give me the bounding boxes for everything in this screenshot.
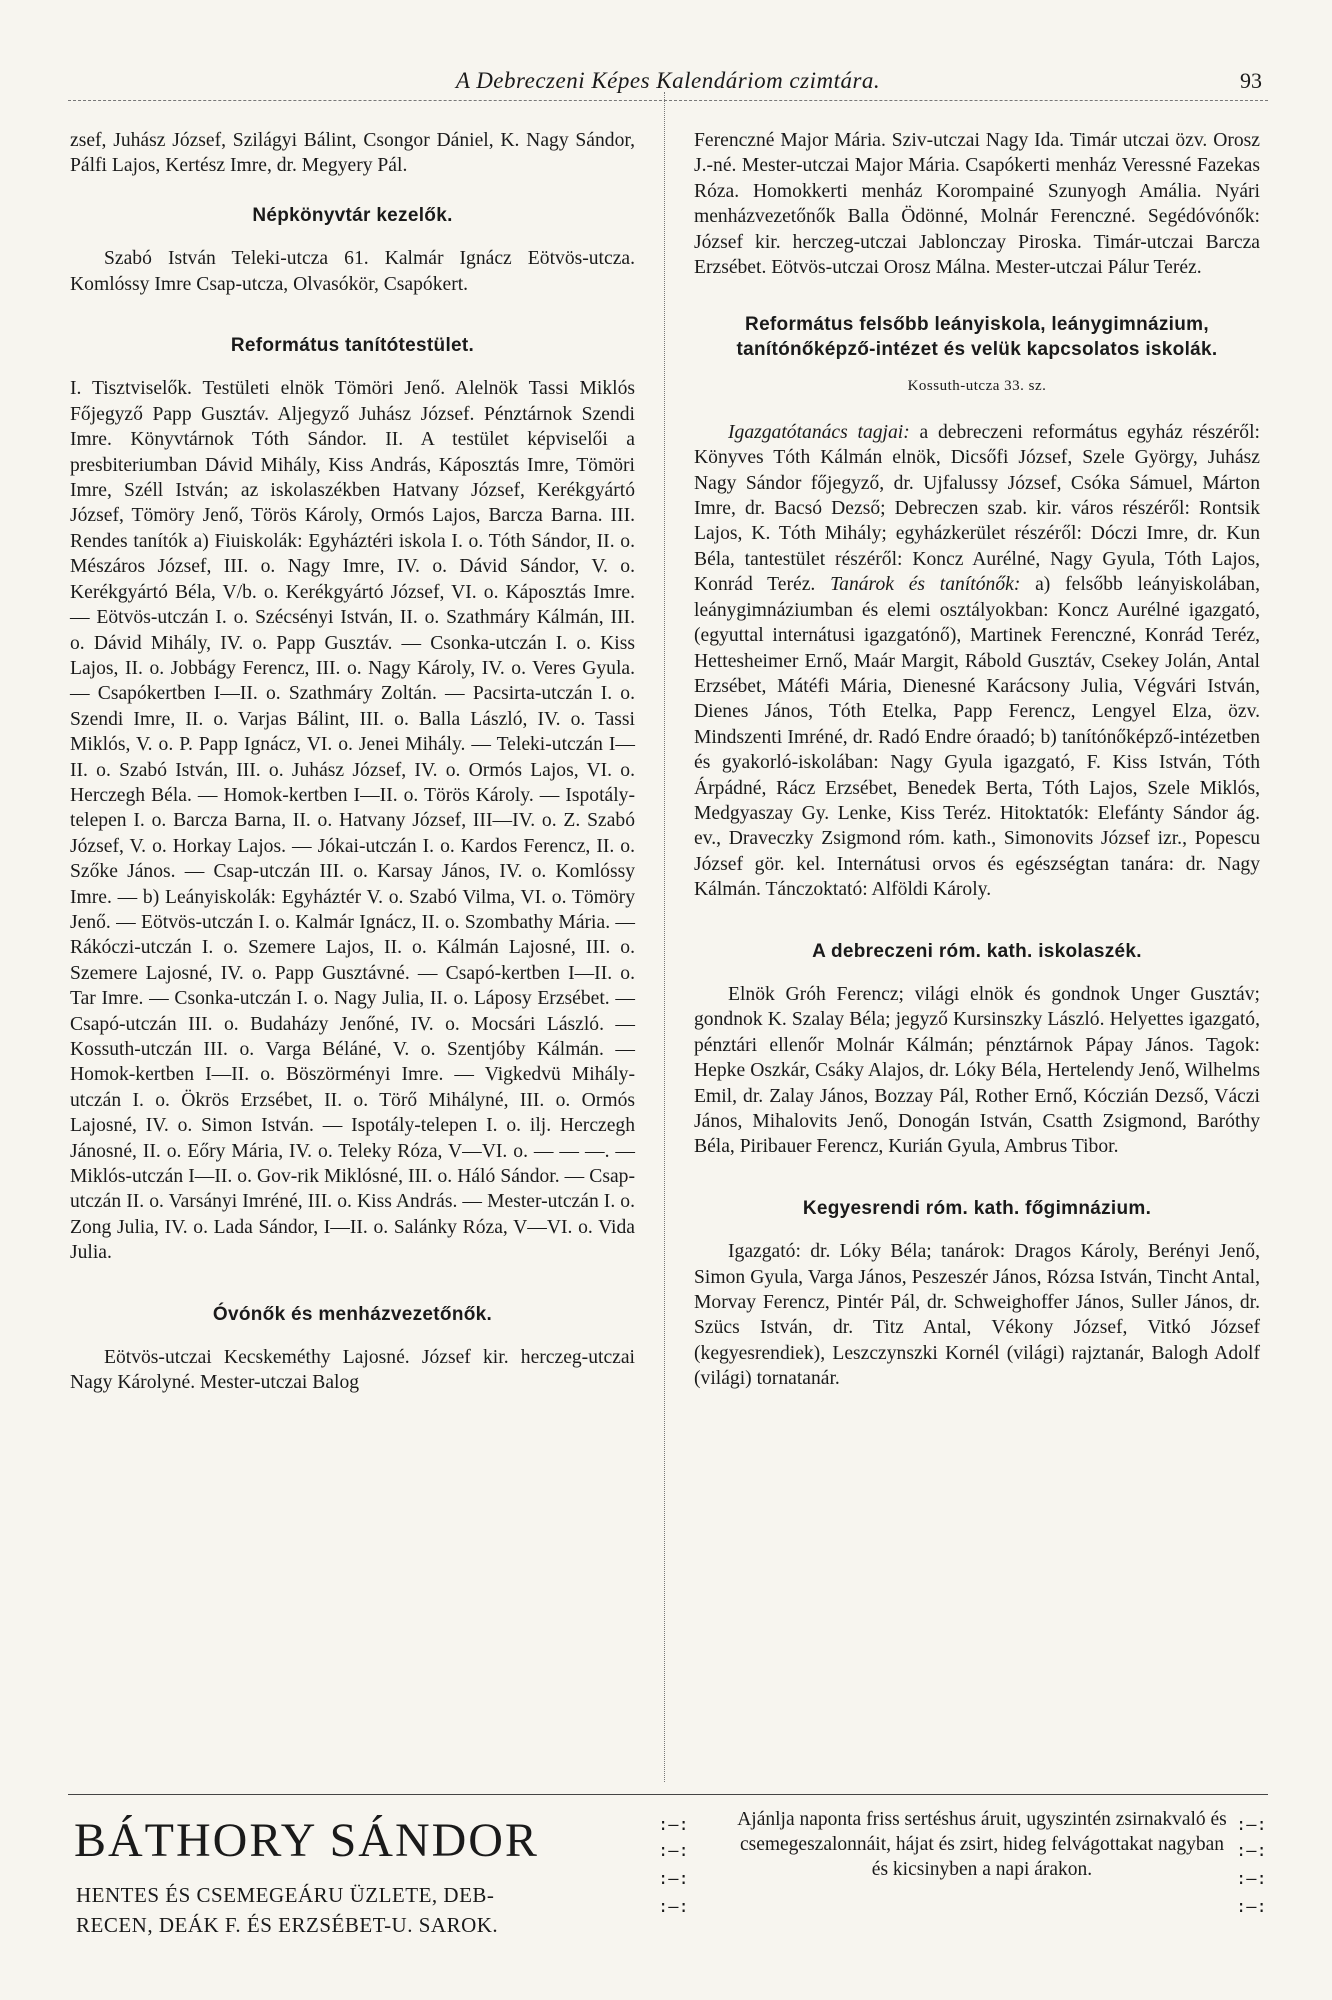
felsobb-heading: [694, 312, 1260, 362]
ad-ornament: :—:: [658, 1869, 689, 1889]
ad-ornament: :—:: [1236, 1869, 1267, 1889]
reformatus-text: I. Tisztviselők. Testületi elnök Tömöri Jenő. Alelnök Tassi Miklós Főjegyző Papp Gusztáv. Aljegyző Juhász József. Pénztárnok Szendi Imre. Könyvtárnok Tóth Sándor. II. A testület képviselői a presbiteriumban Dávid Mihály, Kiss András, Káposztás Imre, Tömöri Imre, Széll István; az iskolaszékben Hatvany József, Kerékgyártó József, Tömöry Jenő, Törös Károly, Ormós Lajos, Barcza Barna. III. Rendes tanítók a) Fiuiskolák: Egyháztéri iskola I. o. Tóth Sándor, II. o. Mészáros József, III. o. Nagy Imre, IV. o. Dávid Sándor, V. o. Kerékgyártó Béla, V/b. o. Kerékgyártó József, VI. o. Káposztás Imre. — Eötvös-utczán I. o. Szécsényi István, II. o. Szathmáry Kálmán, III. o. Dávid Mihály, IV. o. Papp Gusztáv. — Csonka-utczán I. o. Kiss Lajos, II. o. Jobbágy Ferencz, III. o. Nagy Károly, IV. o. Veres Gyula. — Csapókertben I—II. o. Szathmáry Zoltán. — Pacsirta-utczán I. o. Szendi Imre, II. o. Varjas Bálint, III. o. Balla László, IV. o. Tassi Miklós, V. o. P. Papp Ignácz, VI. o. Jenei Mihály. — Teleki-utczán I—II. o. Szabó István, III. o. Juhász József, IV. o. Ormós Lajos, VI. o. Herczegh Béla. — Homok-kertben I—II. o. Törös Károly. — Ispotály-telepen I. o. Barcza Barna, II. o. Hatvany József, III—IV. o. Z. Szabó József, V. o. Horkay Lajos. — Jókai-utczán I. o. Kardos Ferencz, II. o. Szőke János. — Csap-utczán III. o. Karsay János, IV. o. Komlóssy Imre. — b) Leányiskolák: Egyháztér V. o. Szabó Vilma, VI. o. Tömöry Jenő. — Eötvös-utczán I. o. Kalmár Ignácz, II. o. Szombathy Mária. — Rákóczi-utczán I. o. Szemere Lajos, II. o. Kálmán Lajosné, III. o. Szemere Lajosné, IV. o. Papp Gusztávné. — Csapó-kertben I—II. o. Tar Imre. — Csonka-utczán I. o. Nagy Julia, II. o. Láposy Erzsébet. — Csapó-utczán III. o. Budaházy Jenőné, IV. o. Mocsári László. — Kossuth-utczán III. o. Varga Béláné, V. o. Szentjóby Kálmán. — Homok-kertben I—II. o. Böszörményi Imre. — Vigkedvü Mihály-utczán I. o. Ökrös Erzsébet, II. o. Törő Mihályné, III. o. Ormós Lajosné, IV. o. Simon István. — Ispotály-telepen I. o. ilj. Herczegh Jánosné, II. o. Eőry Mária, IV. o. Teleky Róza, V—VI. o. — — —. — Miklós-utczán I—II. o. Gov-rik Miklósné, III. o. Háló Sándor. — Csap-utczán II. o. Varsányi Imréné, III. o. Kiss András. — Mester-utczán I. o. Zong Julia, IV. o. Lada Sándor, I—II. o. Salánky Róza, V—VI. o. Vida Julia.: [70, 378, 635, 1264]
ad-ornament: :—:: [1236, 1897, 1267, 1917]
intro-paragraph: zsef, Juhász József, Szilágyi Bálint, Csongor Dániel, K. Nagy Sándor, Pálfi Lajos, Kertész Imre, dr. Megyery Pál.: [70, 130, 635, 177]
nepkonyvtar-heading: Népkönyvtár kezelők.: [252, 204, 453, 226]
kegyesrendi-heading: Kegyesrendi róm. kath. főgimnázium.: [802, 1197, 1152, 1219]
nepkonyvtar-text: Szabó István Teleki-utcza 61. Kalmár Ignácz Eötvös-utcza. Komlóssy Imre Csap-utcza, Olvasókör, Csapókert.: [70, 248, 635, 295]
felsobb-address: Kossuth-utcza 33. sz.: [907, 378, 1047, 395]
kegyesrendi-text: Igazgató: dr. Lóky Béla; tanárok: Dragos Károly, Berényi Jenő, Simon Gyula, Varga János, Peszeszér János, Rózsa István, Tincht Antal, Morvay Ferencz, Pintér Pál, dr. Schweighoffer János, Suller János, dr. Szücs István, dr. Titz Antal, Vékony József, Vitkó József (kegyesrendiek), Leszczynszki Kornél (világi) rajztanár, Balogh Adolf (világi) tornatanár.: [694, 1241, 1260, 1390]
ad-name: BÁTHORY SÁNDOR: [74, 1814, 539, 1867]
right-column: [694, 128, 1260, 1392]
column-divider: [664, 92, 665, 1782]
felsobb-mid: Tanárok és tanítónők:: [830, 574, 1021, 596]
felsobb-lead: Igazgatótanács tagjai:: [728, 421, 910, 443]
felsobb-heading-line2: tanítónőképző-intézet és velük kapcsolatos iskolák.: [736, 339, 1218, 361]
ad-ornament: :—:: [1236, 1841, 1267, 1861]
page-header: [68, 66, 1268, 101]
ad-subtitle-1: HENTES ÉS CSEMEGEÁRU ÜZLETE, DEB-: [76, 1883, 495, 1907]
felsobb-text: [694, 420, 1260, 903]
page-number: 93: [1240, 68, 1262, 93]
ovonok-continuation: Ferenczné Major Mária. Sziv-utczai Nagy Ida. Timár utczai özv. Orosz J.-né. Mester-utczai Major Mária. Csapókerti menház Veressné Fazekas Róza. Homokkerti menház Korompainé Szunyogh Amália. Nyári menházvezetőnők Balla Ödönné, Molnár Ferenczné. Segédóvónők: József kir. herczeg-utczai Jablonczay Piroska. Timár-utczai Barcza Erzsébet. Eötvös-utczai Orosz Málna. Mester-utczai Pálur Teréz.: [694, 130, 1260, 279]
ad-ornament: :—:: [658, 1815, 689, 1835]
ad-ornament: :—:: [658, 1897, 689, 1917]
advertisement: [68, 1794, 1268, 1945]
felsobb-body2: a) felsőbb leányiskolában, leánygimnáziumban és elemi osztályokban: Koncz Aurélné igazgató, (egyuttal internátusi igazgatónő), Martinek Ferenczné, Konrád Teréz, Hettesheimer Ernő, Maár Margit, Rábold Gusztáv, Csekey Jolán, Antal Erzsébet, Mátéfi Mária, Dienesné Karácsony Julia, Végvári István, Dienes János, Tóth Etelka, Papp Ferencz, Lengyel Elza, özv. Mindszenti Imréné, dr. Radó Endre óraadó; b) tanítónőképző-intézetben és gyakorló-iskolában: Nagy Gyula igazgató, F. Kiss István, Tóth Árpádné, Rácz Erzsébet, Benedek Berta, Tóth Lajos, Szele Miklós, Medgyaszay Gy. Lenke, Kiss Teréz. Hitoktatók: Elefánty Sándor ág. ev., Draveczky Zsigmond róm. kath., Simonovits József izr., Popescu József gör. kel. Internátusi orvos és egészségtan tanára: dr. Nagy Kálmán. Tánczoktató: Alföldi Károly.: [694, 574, 1260, 901]
ovonok-text: Eötvös-utczai Kecskeméthy Lajosné. József kir. herczeg-utczai Nagy Károlyné. Mester-utczai Balog: [70, 1347, 635, 1394]
ad-ornament: :—:: [658, 1841, 689, 1861]
ad-subtitle-2: RECEN, DEÁK F. ÉS ERZSÉBET-U. SAROK.: [76, 1913, 499, 1937]
ad-ornament: :—:: [1236, 1815, 1267, 1835]
rom-kath-heading: A debreczeni róm. kath. iskolaszék.: [812, 940, 1142, 962]
felsobb-body1: a debreczeni református egyház részéről: Könyves Tóth Kálmán elnök, Dicsőfi József, Szele György, Juhász Nagy Sándor főjegyző, dr. Ujfalussy József, Csóka Sámuel, Márton Imre, dr. Bacsó Dezső; Debreczen szab. kir. város részéről: Rontsik Lajos, K. Tóth Mihály; egyházkerület részéről: Dóczi Imre, dr. Kun Béla, tantestület részéről: Koncz Aurélné, Nagy Gyula, Tóth Lajos, Konrád Teréz.: [694, 421, 1260, 596]
left-column: [70, 128, 635, 1396]
ad-text: Ajánlja naponta friss sertéshus áruit, ugyszintén zsirnakvaló és csemegeszalonnáit, hájat és zsirt, hideg felvágottakat nagyban és kicsinyben a napi árakon.: [737, 1809, 1227, 1880]
ovonok-heading: Óvónők és menházvezetőnők.: [212, 1303, 493, 1325]
rom-kath-text: Elnök Gróh Ferencz; világi elnök és gondnok Unger Gusztáv; gondnok K. Szalay Béla; jegyző Kursinszky László. Helyettes igazgató, pénztári ellenőr Molnár Kálmán; pénztárnok Pápay János. Tagok: Hepke Oszkár, Csáky Alajos, dr. Lóky Béla, Hertelendy Jenő, Wilhelms Emil, dr. Zalay János, Bozzay Pál, Rother Ernő, Kóczián Dezső, Váczi János, Mihalovits Jenő, Donogán István, Csatth Zsigmond, Baróthy Béla, Piribauer Ferencz, Kurián Gyula, Ambrus Tibor.: [694, 983, 1260, 1158]
running-title: A Debreczeni Képes Kalendáriom czimtára.: [455, 68, 881, 93]
felsobb-heading-line1: Református felsőbb leányiskola, leánygimnázium,: [745, 314, 1209, 336]
reformatus-heading: Református tanítótestület.: [230, 335, 475, 357]
